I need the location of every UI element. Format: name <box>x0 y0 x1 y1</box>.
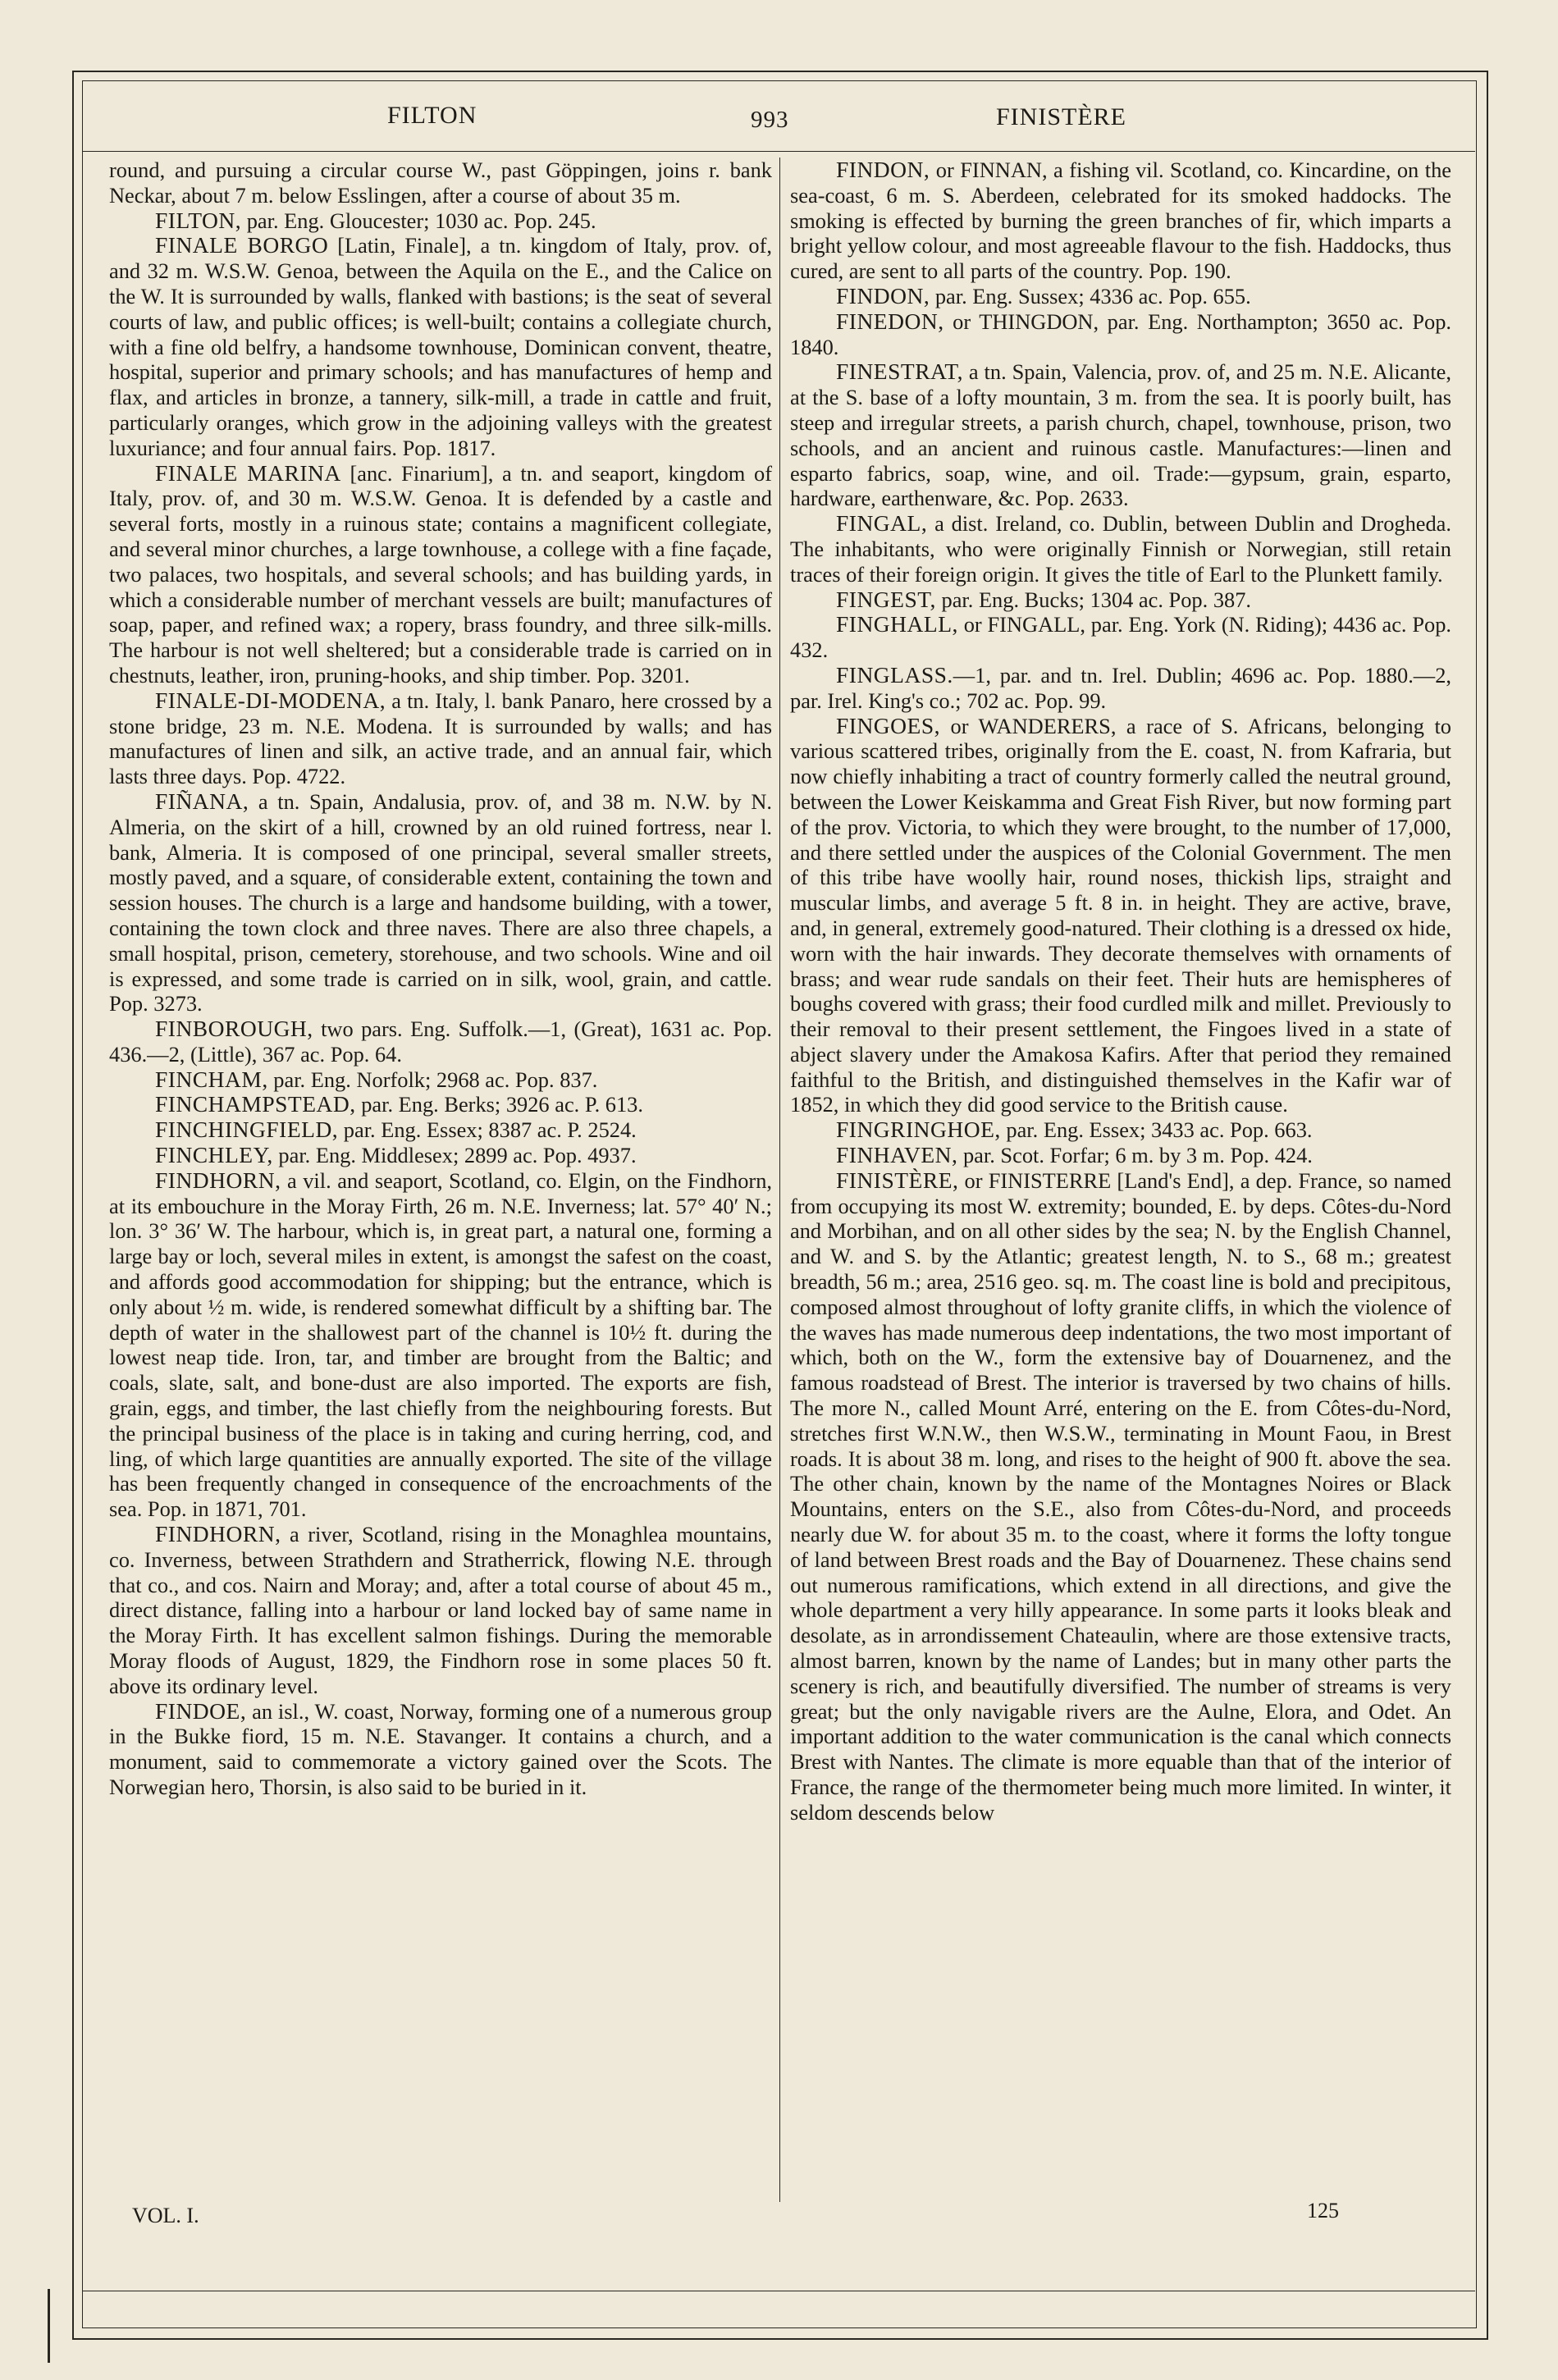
entry-headword: FINALE MARINA <box>155 459 341 486</box>
entry-text: par. Eng. Middlesex; 2899 ac. Pop. 4937. <box>272 1143 637 1168</box>
entry-text: par. Eng. Sussex; 4336 ac. Pop. 655. <box>930 283 1251 308</box>
gazetteer-entry <box>109 158 772 208</box>
entry-headword: FINCHLEY, <box>155 1142 273 1168</box>
left-column <box>109 158 772 1800</box>
page-footer <box>109 2200 1451 2233</box>
entry-headword: FINGEST, <box>836 586 936 612</box>
entry-text: a river, Scotland, rising in the Monaghlea mountains, co. Inverness, between Strathdern and Stratherrick, flowing N.E. through that co., and cos. Nairn and Moray; and, after a total course of about 45 m., direct distance, falling into a harbour or land locked bay of same name in the Moray Firth. It has excellent salmon fishings. During the memorable Moray floods of August, 1829, the Findhorn rose in some places 50 ft. above its ordinary level. <box>109 1522 772 1698</box>
gazetteer-entry <box>109 789 772 1016</box>
entry-text: or FINNAN, a fishing vil. Scotland, co. Kincardine, on the sea-coast, 6 m. S. Aberdeen, celebrated for its smoked haddocks. The smoking is effected by burning the green branches of fir, which imparts a bright yellow colour, and most agreeable flavour to the fish. Haddocks, thus cured, are sent to all parts of the country. Pop. 190. <box>790 158 1451 284</box>
entry-headword: FINGRINGHOE, <box>836 1117 1001 1143</box>
header-left-word: FILTON <box>387 102 477 129</box>
entry-text: or FINGALL, par. Eng. York (N. Riding); 4436 ac. Pop. 432. <box>790 612 1451 663</box>
entry-text: two pars. Eng. Suffolk.—1, (Great), 1631 ac. Pop. 436.—2, (Little), 367 ac. Pop. 64. <box>109 1016 772 1067</box>
gazetteer-entry <box>109 1168 772 1522</box>
entry-text: a tn. Italy, l. bank Panaro, here crossed by a stone bridge, 23 m. N.E. Modena. It is surrounded by walls; and has manufactures of linen and silk, an active trade, and an annual fair, which lasts three days. Pop. 4722. <box>109 688 772 789</box>
gazetteer-entry <box>109 1016 772 1067</box>
entry-headword: FINEDON, <box>836 308 944 334</box>
gazetteer-entry <box>790 714 1451 1118</box>
entry-text: par. Eng. Berks; 3926 ac. P. 613. <box>355 1092 643 1117</box>
gazetteer-entry <box>109 233 772 460</box>
entry-headword: FINDON, <box>836 282 930 308</box>
margin-mark <box>48 2289 50 2363</box>
entry-headword: FINCHAMPSTEAD, <box>155 1091 356 1117</box>
gazetteer-entry <box>109 1067 772 1093</box>
entry-text: a tn. Spain, Valencia, prov. of, and 25 m. N.E. Alicante, at the S. base of a lofty mountain, 3 m. from the sea. It is poorly built, has steep and irregular streets, a parish church, chapel, townhouse, prison, two schools, and an ancient and ruinous castle. Manufactures:—linen and esparto fabrics, soap, wine, and oil. Trade:—gypsum, grain, esparto, hardware, earthenware, &c. Pop. 2633. <box>790 359 1451 511</box>
running-header <box>82 97 1475 146</box>
entry-headword: FINDHORN, <box>155 1521 281 1547</box>
entry-headword: FINCHAM, <box>155 1066 268 1092</box>
entry-headword: FINBOROUGH, <box>155 1016 313 1042</box>
gazetteer-entry <box>790 587 1451 613</box>
gazetteer-entry <box>109 688 772 789</box>
entry-headword: FINDHORN, <box>155 1167 281 1193</box>
entry-text: [anc. Finarium], a tn. and seaport, kingdom of Italy, prov. of, and 30 m. W.S.W. Genoa. It is defended by a castle and several forts, mostly in a ruinous state; contains a magnificent collegiate, and several minor churches, a large townhouse, a college with a fine façade, two palaces, two hospitals, and several schools; and has building yards, in which a considerable number of merchant vessels are built; manufactures of soap, paper, and refined wax; a ropery, brass foundry, and three silk-mills. The harbour is not well sheltered; but a considerable trade is carried on in chestnuts, leather, iron, pruning-hooks, and ship timber. Pop. 3201. <box>109 460 772 688</box>
gazetteer-entry <box>790 359 1451 511</box>
gazetteer-entry <box>790 158 1451 284</box>
gazetteer-entry <box>109 461 772 688</box>
page-number: 993 <box>751 107 789 133</box>
gazetteer-entry <box>790 284 1451 309</box>
gazetteer-entry <box>790 511 1451 587</box>
entry-headword: FINCHINGFIELD, <box>155 1117 339 1143</box>
entry-headword: FINHAVEN, <box>836 1142 958 1168</box>
entry-headword: FINISTÈRE, <box>836 1167 959 1193</box>
header-right-word: FINISTÈRE <box>996 103 1126 130</box>
entry-text: a tn. Spain, Andalusia, prov. of, and 38 m. N.W. by N. Almeria, on the skirt of a hill, crowned by an old ruined fortress, near l. bank, Almeria. It is composed of one principal, several smaller streets, mostly paved, and a square, of considerable extent, containing the town and session houses. The church is a large and handsome building, with a tower, containing the town clock and three naves. There are also three chapels, a small hospital, prison, cemetery, storehouse, and two schools. Wine and oil is expressed, and some trade is carried on in silk, wool, grain, and cattle. Pop. 3273. <box>109 788 772 1016</box>
entry-text: a vil. and seaport, Scotland, co. Elgin, on the Findhorn, at its embouchure in the Moray Firth, 26 m. N.E. Inverness; lat. 57° 40′ N.; lon. 3° 36′ W. The harbour, which is, in great part, a natural one, forming a large bay or loch, several miles in extent, is amongst the safest on the coast, and affords good accommodation for shipping; but the entrance, which is only about ½ m. wide, is rendered somewhat difficult by a shifting bar. The depth of water in the shallowest part of the channel is 10½ ft. during the lowest neap tide. Iron, tar, and timber are brought from the Baltic; and coals, slate, salt, and bone-dust are also imported. The exports are fish, grain, eggs, and timber, the last chiefly from the neighbouring forests. But the principal business of the place is in taking and curing herring, cod, and ling, of which large quantities are annually exported. The site of the village has been frequently changed in consequence of the encroachments of the sea. Pop. in 1871, 701. <box>109 1167 772 1522</box>
entry-headword: FINGAL, <box>836 510 928 537</box>
entry-text: or WANDERERS, a race of S. Africans, belonging to various scattered tribes, originally from the E. coast, N. from Kafraria, but now chiefly inhabiting a tract of country formerly called the neutral ground, between the Lower Keiskamma and Great Fish River, but now forming part of the prov. Victoria, to which they were brought, to the number of 17,000, and there settled under the auspices of the Colonial Government. The men of this tribe have woolly hair, round noses, thickish lips, straight and muscular limbs, and average 5 ft. 8 in. in height. They are active, brave, and, in general, extremely good-natured. Their clothing is a dressed ox hide, worn with the hair inwards. They decorate themselves with ornaments of brass; and wear rude sandals on their feet. Their huts are hemispheres of boughs covered with grass; their food curdled milk and millet. Previously to their removal to their present settlement, the Fingoes lived in a state of abject slavery under the Amakosa Kafirs. After that period they remained faithful to the British, and distinguished themselves in the Kafir war of 1852, in which they did good service to the British cause. <box>790 713 1451 1117</box>
header-rule <box>82 151 1475 152</box>
entry-headword: FINGOES, <box>836 712 940 738</box>
entry-headword: FILTON, <box>155 207 242 233</box>
entry-headword: FINALE BORGO <box>155 232 329 258</box>
entry-text: par. Eng. Bucks; 1304 ac. Pop. 387. <box>935 587 1252 612</box>
entry-text: par. Eng. Gloucester; 1030 ac. Pop. 245. <box>241 208 596 233</box>
gazetteer-entry <box>790 1168 1451 1825</box>
entry-text: [Latin, Finale], a tn. kingdom of Italy, prov. of, and 32 m. W.S.W. Genoa, between the Aquila on the E., and the Calice on the W. It is surrounded by walls, flanked with bastions; is the seat of several courts of law, and public offices; is well-built; contains a collegiate church, with a fine old belfry, a handsome townhouse, Dominican convent, theatre, hospital, superior and primary schools; and has manufactures of hemp and flax, and articles in bronze, a tannery, silk-mill, a trade in cattle and fruit, particularly oranges, which grow in the adjoining valleys with the greatest luxuriance; and four annual fairs. Pop. 1817. <box>109 233 772 460</box>
entry-text: round, and pursuing a circular course W., past Göppingen, joins r. bank Neckar, about 7 m. below Esslingen, after a course of about 35 m. <box>109 158 772 208</box>
entry-headword: FINALE-DI-MODENA, <box>155 687 386 713</box>
gazetteer-entry <box>790 309 1451 360</box>
entry-headword: FINDON, <box>836 157 930 182</box>
entry-text: an isl., W. coast, Norway, forming one of a numerous group in the Bukke fiord, 15 m. N.E. Stavanger. It contains a church, and a monument, said to commemorate a victory gained over the Scots. The Norwegian hero, Thorsin, is also said to be buried in it. <box>109 1698 772 1799</box>
gazetteer-entry <box>109 1699 772 1800</box>
entry-text: par. Eng. Essex; 8387 ac. P. 2524. <box>338 1117 637 1143</box>
gazetteer-entry <box>109 1143 772 1168</box>
gazetteer-entry <box>109 1092 772 1117</box>
gazetteer-entry <box>109 1522 772 1699</box>
volume-label: VOL. I. <box>132 2204 199 2227</box>
gazetteer-entry <box>109 208 772 234</box>
entry-text: —1, par. and tn. Irel. Dublin; 4696 ac. Pop. 1880.—2, par. Irel. King's co.; 702 ac. Pop. 99. <box>790 662 1451 713</box>
entry-headword: FINGLASS. <box>836 661 953 688</box>
entry-text: par. Eng. Essex; 3433 ac. Pop. 663. <box>1000 1117 1313 1143</box>
entry-text: or FINISTERRE [Land's End], a dep. France, so named from occupying its most W. extremity; bounded, E. by deps. Côtes-du-Nord and Morbihan, and on all other sides by the sea; N. by the English Channel, and W. and S. by the Atlantic; greatest length, N. to S., 68 m.; greatest breadth, 56 m.; area, 2516 geo. sq. m. The coast line is bold and precipitous, composed almost throughout of lofty granite cliffs, in which the violence of the waves has made numerous deep indentations, the two most important of which, both on the W., form the extensive bay of Douarnenez, and the famous roadstead of Brest. The interior is traversed by two chains of hills. The more N., called Mount Arré, entering on the E. from Côtes-du-Nord, stretches first W.N.W., then W.S.W., terminating in Mount Faou, in Brest roads. It is about 38 m. long, and rises to the height of 900 ft. above the sea. The other chain, known by the name of the Montagnes Noires or Black Mountains, enters on the S.E., also from Côtes-du-Nord, and proceeds nearly due W. for about 35 m. to the coast, where it forms the lofty tongue of land between Brest roads and the Bay of Douarnenez. These chains send out numerous ramifications, which extend in all directions, and give the whole department a very hilly appearance. In some parts it looks bleak and desolate, as in arrondissement Chateaulin, where are those extensive tracts, almost barren, known by the name of Landes; but in many other parts the scenery is rich, and beautifully diversified. The number of streams is very great; but the only navigable rivers are the Aulne, Elora, and Odet. An important addition to the water communication is the canal which connects Brest with Nantes. The climate is more equable than that of the interior of France, the range of the thermometer being much more limited. In winter, it seldom descends below <box>790 1167 1451 1825</box>
entry-text: par. Eng. Norfolk; 2968 ac. Pop. 837. <box>267 1067 598 1092</box>
entry-headword: FIÑANA, <box>155 788 249 814</box>
entry-text: a dist. Ireland, co. Dublin, between Dublin and Drogheda. The inhabitants, who were originally Finnish or Norwegian, still retain traces of their foreign origin. It gives the title of Earl to the Plunkett family. <box>790 511 1451 587</box>
gazetteer-entry <box>109 1117 772 1143</box>
entry-headword: FINESTRAT, <box>836 359 963 385</box>
entry-headword: FINDOE, <box>155 1697 247 1724</box>
gazetteer-entry <box>790 663 1451 714</box>
right-column <box>790 158 1451 1825</box>
gazetteer-entry <box>790 1117 1451 1143</box>
entry-text: or THINGDON, par. Eng. Northampton; 3650 ac. Pop. 1840. <box>790 308 1451 359</box>
entry-text: par. Scot. Forfar; 6 m. by 3 m. Pop. 424. <box>957 1143 1313 1168</box>
signature-mark: 125 <box>1307 2199 1339 2222</box>
gazetteer-entry <box>790 612 1451 663</box>
entry-headword: FINGHALL, <box>836 611 958 637</box>
gazetteer-entry <box>790 1143 1451 1168</box>
column-divider <box>779 158 780 2202</box>
